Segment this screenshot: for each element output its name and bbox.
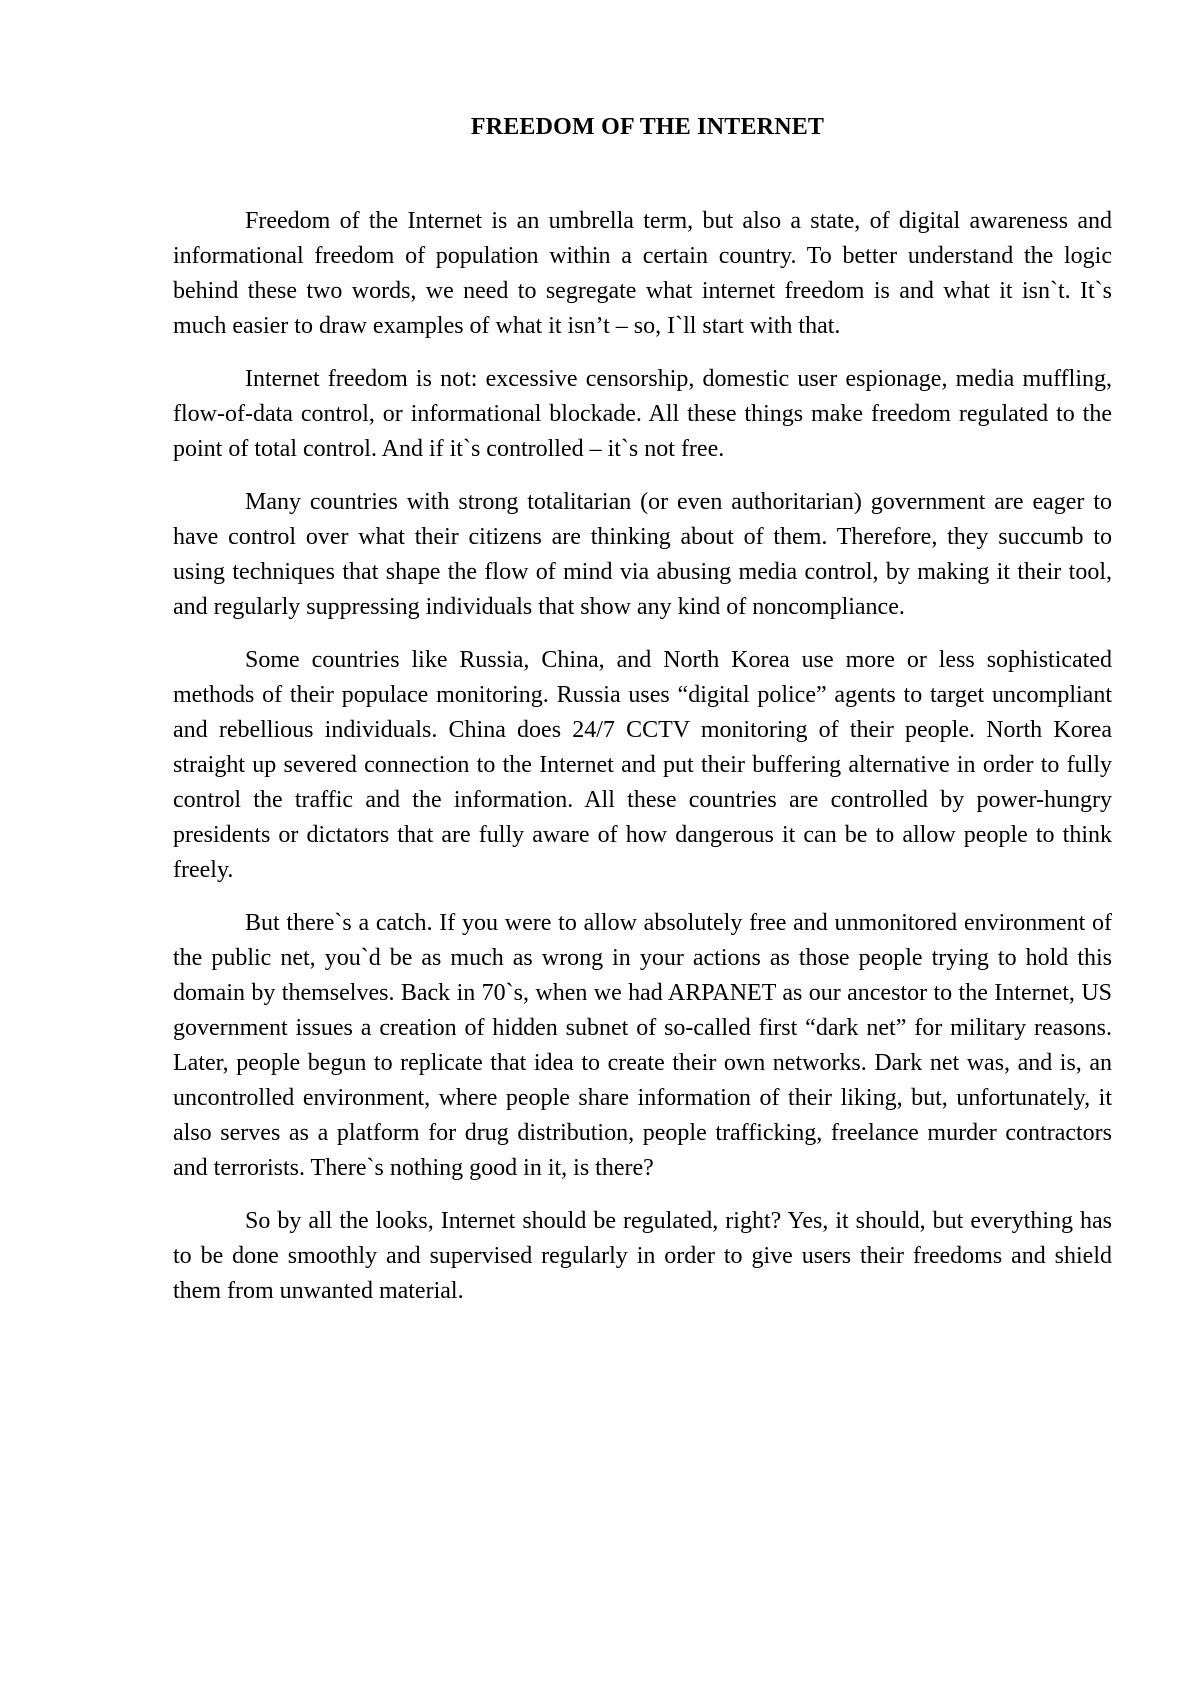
document-title: FREEDOM OF THE INTERNET (470, 114, 825, 140)
paragraph-3: Many countries with strong totalitarian (or even authoritarian) government are eager to have control over what their citizens are thinking about of them. Therefore, they succumb to using techniques that shape the flow of mind via abusing media control, by making it their tool, and regularly suppressing individuals that show any kind of noncompliance. (173, 489, 1112, 620)
paragraph-6: So by all the looks, Internet should be regulated, right? Yes, it should, but everything has to be done smoothly and supervised regularly in order to give users their freedoms and shield them from unwanted material. (173, 1208, 1112, 1304)
paragraph-4: Some countries like Russia, China, and North Korea use more or less sophisticated methods of their populace monitoring. Russia uses “digital police” agents to target uncompliant and rebellious individuals. China does 24/7 CCTV monitoring of their people. North Korea straight up severed connection to the Internet and put their buffering alternative in order to fully control the traffic and the information. All these countries are controlled by power-hungry presidents or dictators that are fully aware of how dangerous it can be to allow people to think freely. (173, 647, 1112, 883)
paragraph-5: But there`s a catch. If you were to allow absolutely free and unmonitored environment of the public net, you`d be as much as wrong in your actions as those people trying to hold this domain by themselves. Back in 70`s, when we had ARPANET as our ancestor to the Internet, US government issues a creation of hidden subnet of so-called first “dark net” for military reasons. Later, people begun to replicate that idea to create their own networks. Dark net was, and is, an uncontrolled environment, where people share information of their liking, but, unfortunately, it also serves as a platform for drug distribution, people trafficking, freelance murder contractors and terrorists. There`s nothing good in it, is there? (173, 910, 1112, 1181)
paragraph-1: Freedom of the Internet is an umbrella term, but also a state, of digital awareness and informational freedom of population within a certain country. To better understand the logic behind these two words, we need to segregate what internet freedom is and what it isn`t. It`s much easier to draw examples of what it isn’t – so, I`ll start with that. (173, 208, 1112, 339)
paragraph-2: Internet freedom is not: excessive censorship, domestic user espionage, media muffling, flow-of-data control, or informational blockade. All these things make freedom regulated to the point of total control. And if it`s controlled – it`s not free. (173, 366, 1112, 462)
